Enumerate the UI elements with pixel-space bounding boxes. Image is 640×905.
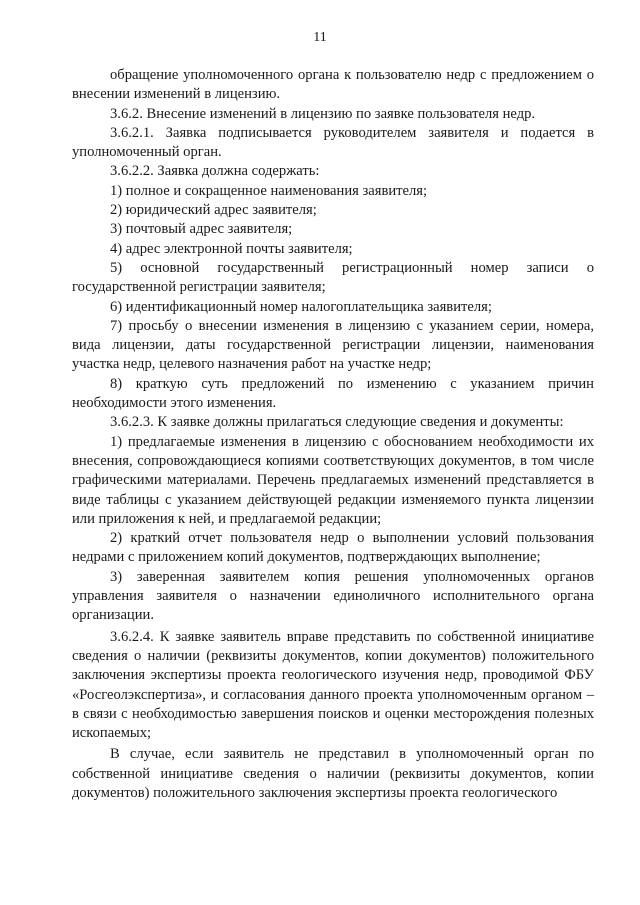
attachment-item-1: 1) предлагаемые изменения в лицензию с обоснованием необходимости их внесения, сопровождающиеся копиями соответствующих документов, в том числе графическими материалами. Перечень предлагаемых изменений представляется в виде таблицы с указанием действующей редакции изменяемого пункта лицензии или приложения к ней, и предлагаемой редакции; [72, 433, 594, 527]
list-item-5: 5) основной государственный регистрационный номер записи о государственной регистрации заявителя; [72, 259, 594, 296]
list-item-2: 2) юридический адрес заявителя; [110, 202, 317, 219]
paragraph-3-6-2: 3.6.2. Внесение изменений в лицензию по заявке пользователя недр. [110, 105, 536, 122]
document-body [72, 66, 594, 803]
paragraph-3-6-2-4: 3.6.2.4. К заявке заявитель вправе представить по собственной инициативе сведения о наличии (реквизиты документов, копии документов) положительного заключения экспертизы проекта геологического изучения недр, проводимой ФБУ «Росгеолэкспертиза», и согласования данного проекта уполномоченным органом – в связи с необходимостью завершения поисков и оценки месторождения полезных ископаемых; [72, 628, 594, 742]
list-item-4: 4) адрес электронной почты заявителя; [110, 240, 353, 257]
attachment-item-3: 3) заверенная заявителем копия решения уполномоченных органов управления заявителя о назначении единоличного исполнительного органа организации. [72, 568, 594, 624]
list-item-3: 3) почтовый адрес заявителя; [110, 221, 293, 238]
list-item-1: 1) полное и сокращенное наименования заявителя; [110, 182, 428, 199]
paragraph-3-6-2-1: 3.6.2.1. Заявка подписывается руководителем заявителя и подается в уполномоченный орган. [72, 124, 594, 161]
page-number: 11 [313, 30, 327, 45]
list-item-7: 7) просьбу о внесении изменения в лицензию с указанием серии, номера, вида лицензии, даты государственной регистрации лицензии, наименования участка недр, целевого назначения работ на участке недр; [72, 317, 594, 373]
paragraph-3-6-2-3: 3.6.2.3. К заявке должны прилагаться следующие сведения и документы: [110, 414, 564, 431]
list-item-6: 6) идентификационный номер налогоплательщика заявителя; [110, 298, 492, 315]
paragraph-continuation: обращение уполномоченного органа к пользователю недр с предложением о внесении изменений в лицензию. [72, 67, 594, 103]
attachment-item-2: 2) краткий отчет пользователя недр о выполнении условий пользования недрами с приложением копий документов, подтверждающих выполнение; [72, 530, 594, 566]
list-item-8: 8) краткую суть предложений по изменению с указанием причин необходимости этого изменения. [72, 375, 594, 412]
paragraph-if-not-provided: В случае, если заявитель не представил в уполномоченный орган по собственной инициативе сведения о наличии (реквизиты документов, копии документов) положительного заключения экспертизы проекта геологического [72, 746, 594, 801]
paragraph-3-6-2-2: 3.6.2.2. Заявка должна содержать: [110, 163, 320, 180]
